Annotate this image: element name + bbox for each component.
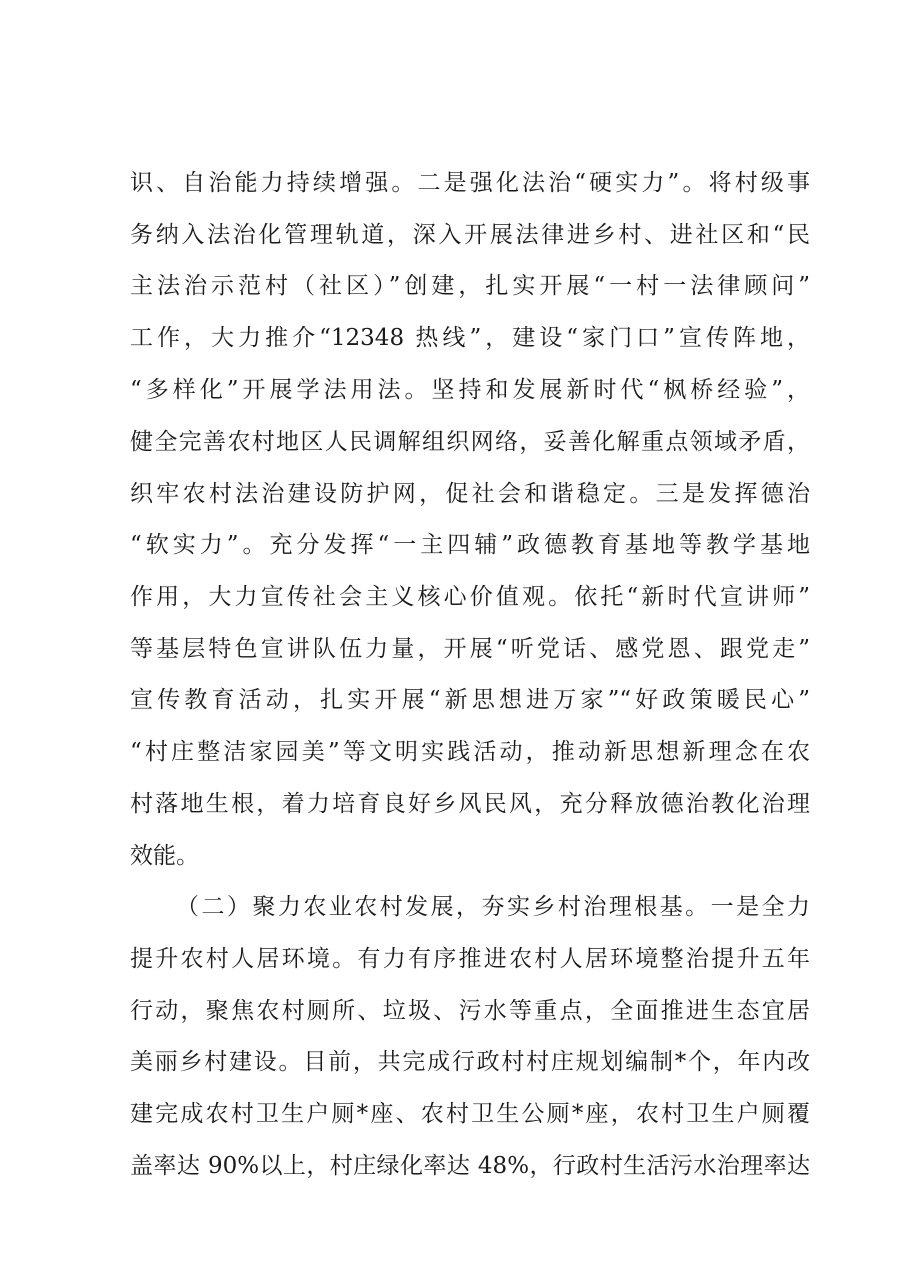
- text-line-14: 效能。: [130, 843, 199, 869]
- text-line-8: “软实力”。充分发挥“一主四辅”政德教育基地等教学基地: [130, 532, 810, 558]
- text-line-16: 提升农村人居环境。有力有序推进农村人居环境整治提升五年: [130, 946, 810, 972]
- text-line-7: 织牢农村法治建设防护网，促社会和谐稳定。三是发挥德治: [130, 481, 810, 507]
- text-line-19: 建完成农村卫生户厕*座、农村卫生公厕*座，农村卫生户厕覆: [130, 1101, 810, 1127]
- text-line-2: 务纳入法治化管理轨道，深入开展法律进乡村、进社区和“民: [130, 222, 810, 248]
- text-line-3: 主法治示范村（社区）”创建，扎实开展“一村一法律顾问”: [130, 273, 810, 299]
- text-line-5: “多样化”开展学法用法。坚持和发展新时代“枫桥经验”，: [130, 377, 810, 403]
- text-line-4: 工作，大力推介“12348 热线”，建设“家门口”宣传阵地，: [130, 325, 810, 351]
- text-line-20: 盖率达 90%以上，村庄绿化率达 48%，行政村生活污水治理率达: [130, 1153, 810, 1179]
- text-line-1: 识、自治能力持续增强。二是强化法治“硬实力”。将村级事: [130, 170, 810, 196]
- text-line-17: 行动，聚焦农村厕所、垃圾、污水等重点，全面推进生态宜居: [130, 998, 810, 1024]
- text-line-9: 作用，大力宣传社会主义核心价值观。依托“新时代宣讲师”: [130, 584, 810, 610]
- text-line-6: 健全完善农村地区人民调解组织网络，妥善化解重点领域矛盾，: [130, 429, 810, 455]
- text-line-13: 村落地生根，着力培育良好乡风民风，充分释放德治教化治理: [130, 791, 810, 817]
- text-line-11: 宣传教育活动，扎实开展“新思想进万家”“好政策暖民心”: [130, 687, 810, 713]
- text-line-18: 美丽乡村建设。目前，共完成行政村村庄规划编制*个，年内改: [130, 1049, 810, 1075]
- text-line-10: 等基层特色宣讲队伍力量，开展“听党话、感党恩、跟党走”: [130, 636, 810, 662]
- section-heading-line: （二）聚力农业农村发展，夯实乡村治理根基。一是全力: [176, 894, 810, 920]
- text-line-12: “村庄整洁家园美”等文明实践活动，推动新思想新理念在农: [130, 739, 810, 765]
